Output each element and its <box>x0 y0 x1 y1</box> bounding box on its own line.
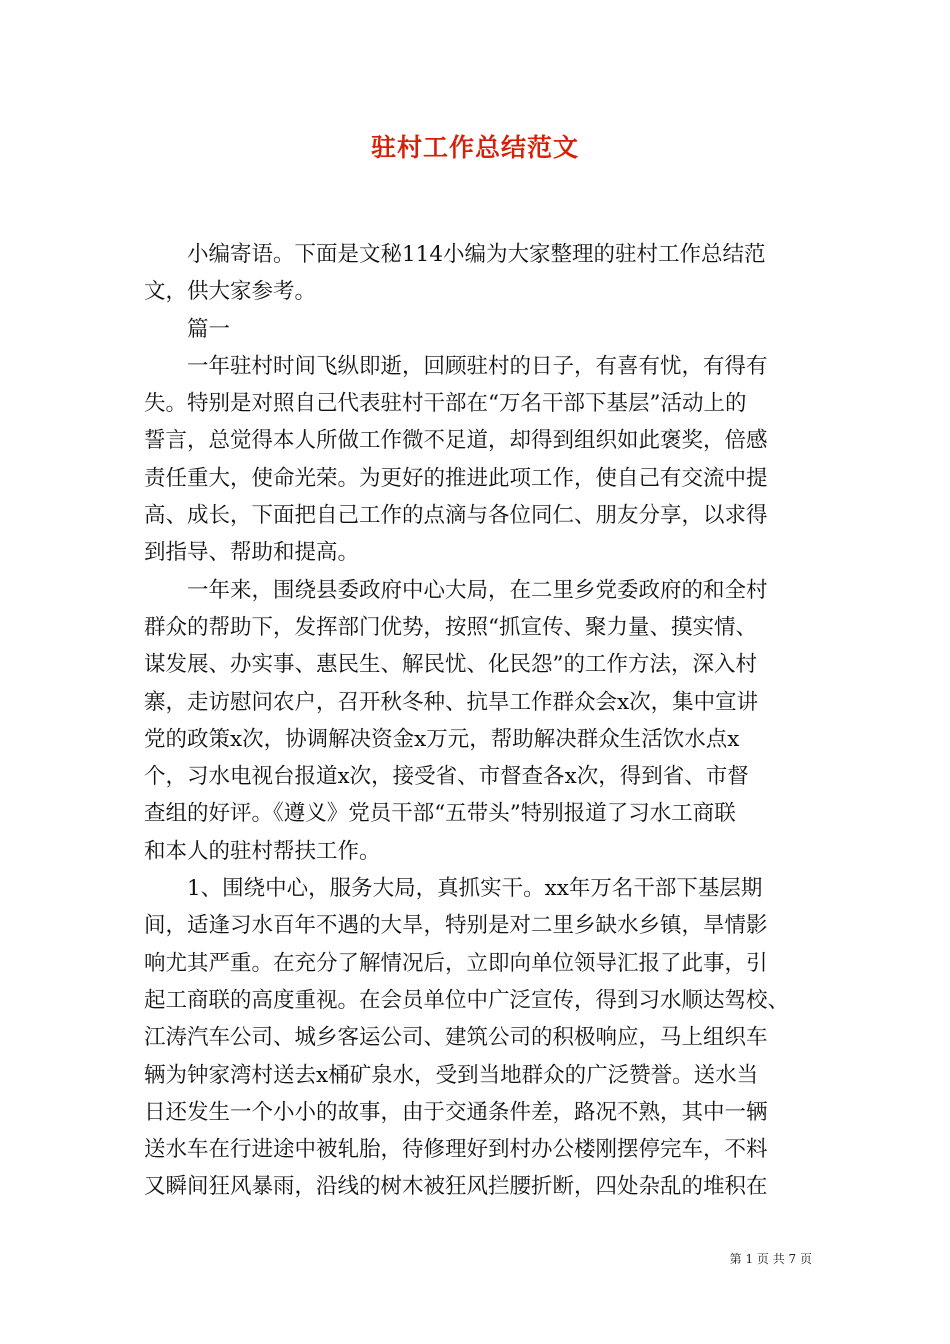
body-line: 小编寄语。下面是文秘114小编为大家整理的驻村工作总结范 <box>144 242 766 267</box>
body-line: 响尤其严重。在充分了解情况后，立即向单位领导汇报了此事，引 <box>144 950 768 976</box>
body-line: 又瞬间狂风暴雨，沿线的树木被狂风拦腰折断，四处杂乱的堆积在 <box>144 1174 768 1200</box>
body-line: 1、围绕中心，服务大局，真抓实干。xx年万名干部下基层期 <box>144 876 763 902</box>
document-body <box>144 236 812 1206</box>
body-line: 高、成长，下面把自己工作的点滴与各位同仁、朋友分享，以求得 <box>144 503 768 529</box>
body-line: 谋发展、办实事、惠民生、解民忧、化民怨”的工作方法，深入村 <box>144 652 757 678</box>
body-line: 江涛汽车公司、城乡客运公司、建筑公司的积极响应，马上组织车 <box>144 1025 768 1051</box>
page-number-footer: 第 1 页 共 7 页 <box>729 1252 812 1266</box>
body-line: 辆为钟家湾村送去x桶矿泉水，受到当地群众的广泛赞誉。送水当 <box>144 1062 759 1088</box>
body-line: 寨，走访慰问农户，召开秋冬种、抗旱工作群众会x次，集中宣讲 <box>144 689 759 715</box>
body-line: 誓言，总觉得本人所做工作微不足道，却得到组织如此褒奖，倍感 <box>144 428 768 454</box>
body-line: 文，供大家参考。 <box>144 279 317 305</box>
section-heading: 篇一 <box>144 316 231 342</box>
body-line: 起工商联的高度重视。在会员单位中广泛宣传，得到习水顺达驾校、 <box>144 987 790 1013</box>
body-line: 和本人的驻村帮扶工作。 <box>144 838 381 864</box>
body-line: 日还发生一个小小的故事，由于交通条件差，路况不熟，其中一辆 <box>144 1099 768 1125</box>
body-line: 责任重大，使命光荣。为更好的推进此项工作，使自己有交流中提 <box>144 465 768 491</box>
body-line: 一年来，围绕县委政府中心大局，在二里乡党委政府的和全村 <box>144 577 768 603</box>
body-line: 个，习水电视台报道x次，接受省、市督查各x次，得到省、市督 <box>144 764 749 790</box>
body-line: 间，适逢习水百年不遇的大旱，特别是对二里乡缺水乡镇，旱情影 <box>144 913 768 939</box>
body-line: 群众的帮助下，发挥部门优势，按照“抓宣传、聚力量、摸实情、 <box>144 614 757 640</box>
body-line: 党的政策x次，协调解决资金x万元，帮助解决群众生活饮水点x <box>144 726 740 752</box>
body-line: 查组的好评。《遵义》党员干部“五带头”特别报道了习水工商联 <box>144 801 736 827</box>
body-line: 失。特别是对照自己代表驻村干部在“万名干部下基层”活动上的 <box>144 391 747 417</box>
body-line: 一年驻村时间飞纵即逝，回顾驻村的日子，有喜有忧，有得有 <box>144 353 768 379</box>
body-line: 到指导、帮助和提高。 <box>144 540 360 566</box>
body-line: 送水车在行进途中被轧胎，待修理好到村办公楼刚摆停完车，不料 <box>144 1137 768 1163</box>
document-title: 驻村工作总结范文 <box>370 133 579 162</box>
